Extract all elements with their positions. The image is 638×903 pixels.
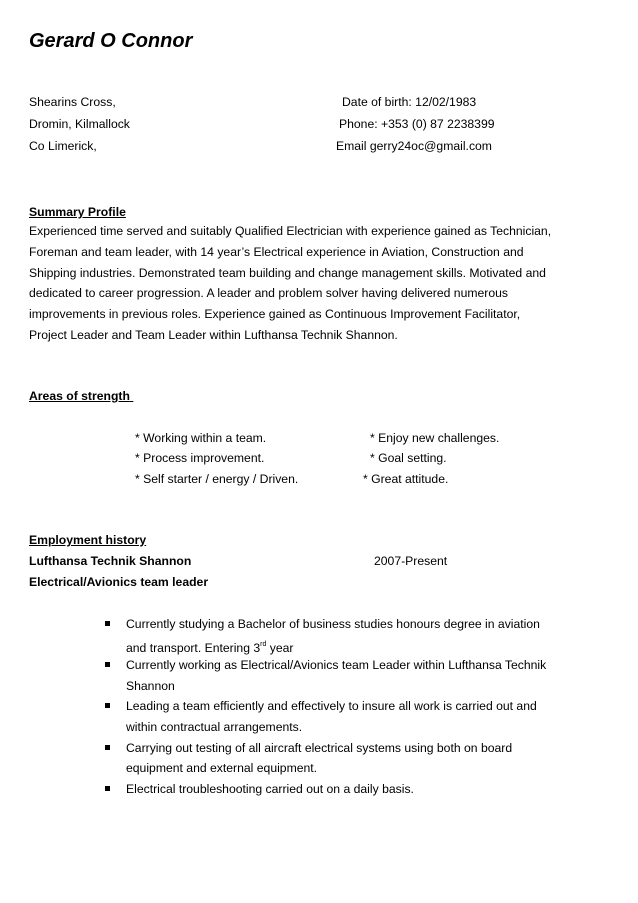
list-item: Leading a team efficiently and effectively to insure all work is carried out and within contractual arrangements. [104, 696, 584, 737]
list-item: Currently studying a Bachelor of business studies honours degree in aviation and transport. Entering 3rd year [104, 614, 584, 655]
employment-heading: Employment history [29, 533, 147, 547]
square-bullet-icon [105, 621, 110, 626]
summary-line: improvements in previous roles. Experience gained as Continuous Improvement Facilitator, [29, 307, 521, 322]
summary-paragraph [29, 221, 589, 346]
address-line-2: Dromin, Kilmallock [29, 117, 130, 131]
strength-item: * Self starter / energy / Driven. [135, 472, 299, 486]
candidate-name: Gerard O Connor [29, 30, 193, 52]
address-line-1: Shearins Cross, [29, 95, 116, 109]
summary-line: dedicated to career progression. A leader and problem solver having delivered numerous [29, 286, 508, 301]
square-bullet-icon [105, 786, 110, 791]
square-bullet-icon [105, 745, 110, 750]
summary-line: Project Leader and Team Leader within Lufthansa Technik Shannon. [29, 327, 398, 342]
square-bullet-icon [105, 703, 110, 708]
list-item: Electrical troubleshooting carried out on a daily basis. [104, 779, 584, 800]
strength-item: * Goal setting. [370, 451, 447, 465]
summary-line: Foreman and team leader, with 14 year’s Electrical experience in Aviation, Construction and [29, 244, 524, 259]
employment-period: 2007-Present [374, 554, 448, 568]
list-item: Currently working as Electrical/Avionics team Leader within Lufthansa Technik Shannon [104, 655, 584, 696]
summary-heading: Summary Profile [29, 205, 126, 219]
date-of-birth: Date of birth: 12/02/1983 [342, 95, 477, 109]
strength-item: * Working within a team. [135, 431, 267, 445]
square-bullet-icon [105, 662, 110, 667]
summary-line: Shipping industries. Demonstrated team building and change management skills. Motivated and [29, 265, 546, 280]
email-address: Email gerry24oc@gmail.com [336, 139, 492, 153]
strengths-heading: Areas of strength [29, 389, 130, 403]
strength-item: * Process improvement. [135, 451, 265, 465]
job-title: Electrical/Avionics team leader [29, 575, 209, 589]
address-line-3: Co Limerick, [29, 139, 97, 153]
strength-item: * Great attitude. [363, 472, 449, 486]
phone-number: Phone: +353 (0) 87 2238399 [339, 117, 495, 131]
responsibilities-list [104, 614, 584, 799]
list-item: Carrying out testing of all aircraft electrical systems using both on board equipment and external equipment. [104, 738, 584, 779]
summary-line: Experienced time served and suitably Qualified Electrician with experience gained as Technician, [29, 224, 552, 238]
strength-item: * Enjoy new challenges. [370, 431, 500, 445]
employer-name: Lufthansa Technik Shannon [29, 554, 192, 568]
